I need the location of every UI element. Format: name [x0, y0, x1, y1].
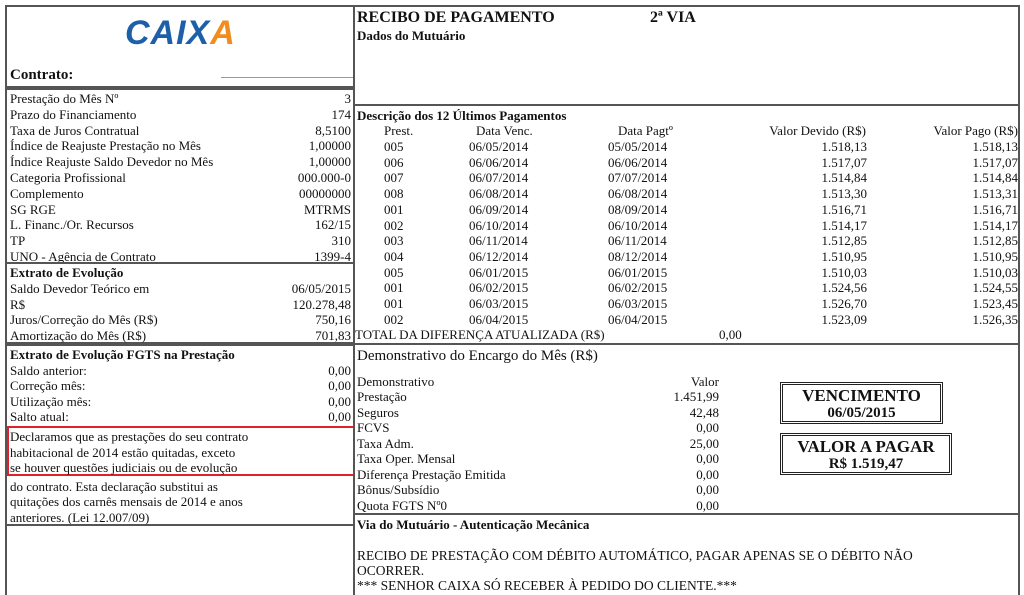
encargo-label: Taxa Oper. Mensal: [357, 451, 456, 466]
pagto-cell: 06/10/2014: [608, 217, 668, 233]
prest-cell: 002: [384, 217, 404, 233]
info-value: 1,00000: [308, 138, 351, 154]
pagto-cell: 08/09/2014: [608, 201, 668, 217]
evolution-value: 750,16: [315, 312, 351, 328]
table-row: [355, 233, 1018, 249]
via-line: *** SENHOR CAIXA SÓ RECEBER À PEDIDO DO CLIENTE.***: [357, 578, 737, 593]
table-row: [355, 139, 1018, 155]
evolution-row: [10, 297, 351, 313]
valor-a-pagar-value: R$ 1.519,47: [828, 456, 904, 472]
table-row: [355, 296, 1018, 312]
vencimento-label: VENCIMENTO: [802, 386, 921, 405]
pago-cell: 1.513,31: [972, 186, 1018, 202]
receipt-subtitle: Dados do Mutuário: [357, 28, 466, 43]
devido-cell: 1.510,95: [821, 248, 867, 264]
prest-cell: 008: [384, 186, 404, 202]
encargo-row: [357, 389, 719, 405]
encargo-label: Diferença Prestação Emitida: [357, 466, 506, 482]
pagto-cell: 07/07/2014: [608, 170, 668, 186]
venc-cell: 06/08/2014: [469, 186, 529, 202]
logo-panel: [5, 5, 355, 88]
encargo-header-label: Demonstrativo: [357, 374, 435, 389]
devido-cell: 1.510,03: [821, 264, 867, 280]
venc-cell: 06/10/2014: [469, 217, 529, 233]
info-label: Complemento: [10, 185, 84, 201]
encargo-row: [357, 405, 719, 421]
table-row: [355, 249, 1018, 265]
fgts-label: Utilização mês:: [10, 393, 92, 409]
header-panel: [353, 5, 1020, 106]
prest-cell: 002: [384, 311, 404, 327]
encargo-value: 0,00: [696, 482, 719, 497]
prest-cell: 005: [384, 139, 404, 154]
via-line: RECIBO DE PRESTAÇÃO COM DÉBITO AUTOMÁTICO, PAGAR APENAS SE O DÉBITO NÃO: [357, 548, 913, 563]
receipt-title: RECIBO DE PAGAMENTO: [357, 9, 555, 26]
info-row: [10, 91, 351, 107]
evolution-list: [10, 265, 351, 342]
pago-cell: 1.516,71: [972, 201, 1018, 217]
devido-cell: 1.513,30: [821, 186, 867, 202]
evolution-value: 06/05/2015: [291, 280, 351, 296]
vencimento-box: [780, 382, 943, 424]
prest-cell: 001: [384, 296, 404, 311]
info-label: L. Financ./Or. Recursos: [10, 217, 134, 233]
encargo-value: 0,00: [696, 451, 719, 466]
encargo-row: [357, 498, 719, 514]
venc-cell: 06/07/2014: [469, 170, 529, 186]
devido-cell: 1.526,70: [821, 296, 867, 311]
pago-cell: 1.514,17: [972, 217, 1018, 233]
payments-panel: [353, 104, 1020, 345]
devido-cell: 1.512,85: [821, 233, 867, 249]
venc-cell: 06/06/2014: [469, 154, 529, 170]
info-value: 3: [344, 91, 351, 106]
info-row: [10, 217, 351, 233]
encargo-label: Bônus/Subsídio: [357, 482, 440, 497]
pagto-cell: 06/01/2015: [608, 264, 668, 280]
payments-table: [355, 139, 1018, 327]
info-row: [10, 202, 351, 218]
logo-text: CAIX: [125, 14, 211, 52]
declaration-line: anteriores. (Lei 12.007/09): [10, 509, 150, 525]
evolution-label: R$: [10, 296, 26, 312]
vencimento-value: 06/05/2015: [827, 405, 896, 421]
declaration-line: quitações dos carnês mensais de 2014 e anos: [10, 494, 243, 509]
pago-cell: 1.523,45: [972, 296, 1018, 311]
evolution-label: Saldo Devedor Teórico em: [10, 280, 150, 296]
evolution-title: Extrato de Evolução: [10, 265, 124, 280]
contract-label: Contrato:: [10, 67, 74, 83]
payments-total: [355, 327, 1018, 343]
encargo-value: 1.451,99: [673, 389, 719, 404]
fgts-row: [10, 394, 351, 410]
pagto-cell: 06/04/2015: [608, 311, 668, 327]
total-label: TOTAL DA DIFERENÇA ATUALIZADA (R$): [355, 327, 605, 342]
contract-underline: [221, 77, 353, 78]
venc-cell: 06/09/2014: [469, 201, 529, 217]
fgts-row: [10, 378, 351, 394]
info-label: Taxa de Juros Contratual: [10, 122, 140, 138]
col-devido: Valor Devido (R$): [769, 123, 866, 138]
devido-cell: 1.524,56: [821, 280, 867, 296]
col-prest: Prest.: [384, 123, 414, 138]
encargo-row: [357, 420, 719, 436]
fgts-label: Salto atual:: [10, 409, 69, 424]
fgts-value: 0,00: [328, 409, 351, 424]
caixa-logo: [125, 14, 236, 53]
prest-cell: 006: [384, 154, 404, 170]
prest-cell: 004: [384, 248, 404, 264]
evolution-value: 701,83: [315, 328, 351, 344]
payments-header: [355, 123, 1018, 139]
col-pagto: Data Pagtº: [618, 123, 673, 138]
info-row: [10, 138, 351, 154]
fgts-row: [10, 409, 351, 425]
pago-cell: 1.512,85: [972, 233, 1018, 249]
info-label: Prazo do Financiamento: [10, 106, 137, 122]
pagto-cell: 06/02/2015: [608, 280, 668, 296]
evolution-label: Amortização do Mês (R$): [10, 328, 147, 344]
venc-cell: 06/12/2014: [469, 248, 529, 264]
pagto-cell: 08/12/2014: [608, 248, 668, 264]
info-row: [10, 233, 351, 249]
evolution-panel: [5, 262, 355, 344]
venc-cell: 06/05/2014: [469, 139, 529, 154]
info-row: [10, 123, 351, 139]
total-value: 0,00: [719, 327, 742, 342]
table-row: [355, 218, 1018, 234]
devido-cell: 1.516,71: [821, 201, 867, 217]
info-label: UNO - Agência de Contrato: [10, 249, 156, 264]
encargo-row: [357, 451, 719, 467]
encargo-header: [357, 374, 719, 389]
table-row: [355, 265, 1018, 281]
devido-cell: 1.517,07: [821, 154, 867, 170]
logo-accent: A: [210, 14, 236, 52]
info-label: TP: [10, 233, 26, 249]
evolution-row: [10, 328, 351, 344]
venc-cell: 06/04/2015: [469, 311, 529, 327]
info-row: [10, 170, 351, 186]
via-mutuario-text: [357, 548, 1014, 593]
info-value: 00000000: [299, 185, 351, 201]
declaration-line: Declaramos que as prestações do seu contrato: [10, 429, 249, 444]
via-line: OCORRER.: [357, 563, 425, 578]
fgts-list: [10, 347, 351, 427]
encargo-label: Taxa Adm.: [357, 435, 414, 451]
fgts-label: Saldo anterior:: [10, 362, 87, 378]
evolution-value: 120.278,48: [292, 296, 351, 312]
venc-cell: 06/01/2015: [469, 264, 529, 280]
pagto-cell: 05/05/2014: [608, 139, 668, 154]
declaration-text: [10, 429, 349, 525]
declaration-line: se houver questões judiciais ou de evolução: [10, 460, 238, 475]
encargo-header-value: Valor: [690, 374, 719, 389]
table-row: [355, 312, 1018, 328]
encargo-value: 0,00: [696, 420, 719, 435]
fgts-value: 0,00: [328, 378, 351, 393]
info-value: 310: [331, 233, 351, 249]
pago-cell: 1.514,84: [972, 170, 1018, 186]
pago-cell: 1.510,95: [972, 248, 1018, 264]
evolution-row: [10, 312, 351, 328]
info-value: 1,00000: [308, 154, 351, 170]
table-row: [355, 202, 1018, 218]
encargo-row: [357, 436, 719, 452]
valor-a-pagar-box: [780, 433, 952, 475]
venc-cell: 06/02/2015: [469, 280, 529, 296]
encargo-value: 0,00: [696, 466, 719, 482]
pago-cell: 1.510,03: [972, 264, 1018, 280]
fgts-title: Extrato de Evolução FGTS na Prestação: [10, 347, 235, 362]
pago-cell: 1.517,07: [972, 154, 1018, 170]
info-value: 000.000-0: [297, 170, 351, 185]
info-label: Categoria Profissional: [10, 170, 126, 185]
prest-cell: 001: [384, 201, 404, 217]
fgts-value: 0,00: [328, 393, 351, 409]
info-value: 1399-4: [314, 249, 351, 264]
table-row: [355, 186, 1018, 202]
pagto-cell: 06/06/2014: [608, 154, 668, 170]
encargo-label: Quota FGTS Nº0: [357, 497, 447, 513]
pago-cell: 1.524,55: [972, 280, 1018, 296]
encargo-label: Prestação: [357, 389, 407, 404]
encargo-row: [357, 482, 719, 498]
payments-title: Descrição dos 12 Últimos Pagamentos: [357, 108, 567, 123]
prest-cell: 005: [384, 264, 404, 280]
via-mutuario-title: Via do Mutuário - Autenticação Mecânica: [357, 517, 590, 532]
evolution-row: [10, 281, 351, 297]
encargo-panel: [353, 343, 1020, 515]
fgts-panel: [5, 344, 355, 526]
encargo-value: 42,48: [689, 404, 719, 420]
pago-cell: 1.526,35: [972, 311, 1018, 327]
fgts-row: [10, 363, 351, 379]
info-row: [10, 154, 351, 170]
pagto-cell: 06/11/2014: [608, 233, 667, 249]
info-value: 8,5100: [315, 122, 351, 138]
table-row: [355, 155, 1018, 171]
venc-cell: 06/03/2015: [469, 296, 529, 311]
table-row: [355, 170, 1018, 186]
contract-info-list: [10, 91, 351, 262]
info-value: 174: [331, 106, 351, 122]
prest-cell: 007: [384, 170, 404, 186]
devido-cell: 1.514,84: [821, 170, 867, 186]
encargo-value: 25,00: [689, 435, 719, 451]
pagto-cell: 06/08/2014: [608, 186, 668, 202]
info-row: [10, 186, 351, 202]
devido-cell: 1.518,13: [821, 139, 867, 154]
pago-cell: 1.518,13: [972, 139, 1018, 154]
fgts-label: Correção mês:: [10, 378, 86, 393]
encargo-value: 0,00: [696, 497, 719, 513]
fgts-value: 0,00: [328, 362, 351, 378]
prest-cell: 001: [384, 280, 404, 296]
declaration-line: habitacional de 2014 estão quitadas, exceto: [10, 444, 236, 460]
encargo-title: Demonstrativo do Encargo do Mês (R$): [357, 348, 598, 364]
table-row: [355, 280, 1018, 296]
info-row: [10, 107, 351, 123]
devido-cell: 1.523,09: [821, 311, 867, 327]
valor-a-pagar-label: VALOR A PAGAR: [797, 437, 935, 456]
col-venc: Data Venc.: [476, 123, 533, 138]
info-value: MTRMS: [304, 201, 351, 217]
info-value: 162/15: [314, 217, 351, 233]
info-label: Prestação do Mês Nº: [10, 91, 119, 106]
declaration-line: do contrato. Esta declaração substitui as: [10, 478, 218, 494]
encargo-label: Seguros: [357, 404, 399, 420]
evolution-label: Juros/Correção do Mês (R$): [10, 312, 158, 328]
via-mutuario-panel: [353, 513, 1020, 595]
info-label: Índice Reajuste Saldo Devedor no Mês: [10, 154, 214, 170]
encargo-list: [357, 389, 719, 513]
info-label: Índice de Reajuste Prestação no Mês: [10, 138, 201, 154]
col-pago: Valor Pago (R$): [933, 123, 1018, 138]
encargo-row: [357, 467, 719, 483]
devido-cell: 1.514,17: [821, 217, 867, 233]
prest-cell: 003: [384, 233, 404, 249]
receipt-via: 2ª VIA: [650, 9, 696, 26]
encargo-label: FCVS: [357, 420, 390, 435]
venc-cell: 06/11/2014: [469, 233, 528, 249]
info-label: SG RGE: [10, 201, 56, 217]
contract-info-panel: [5, 88, 355, 264]
pagto-cell: 06/03/2015: [608, 296, 668, 311]
left-bottom-panel: [5, 524, 355, 595]
